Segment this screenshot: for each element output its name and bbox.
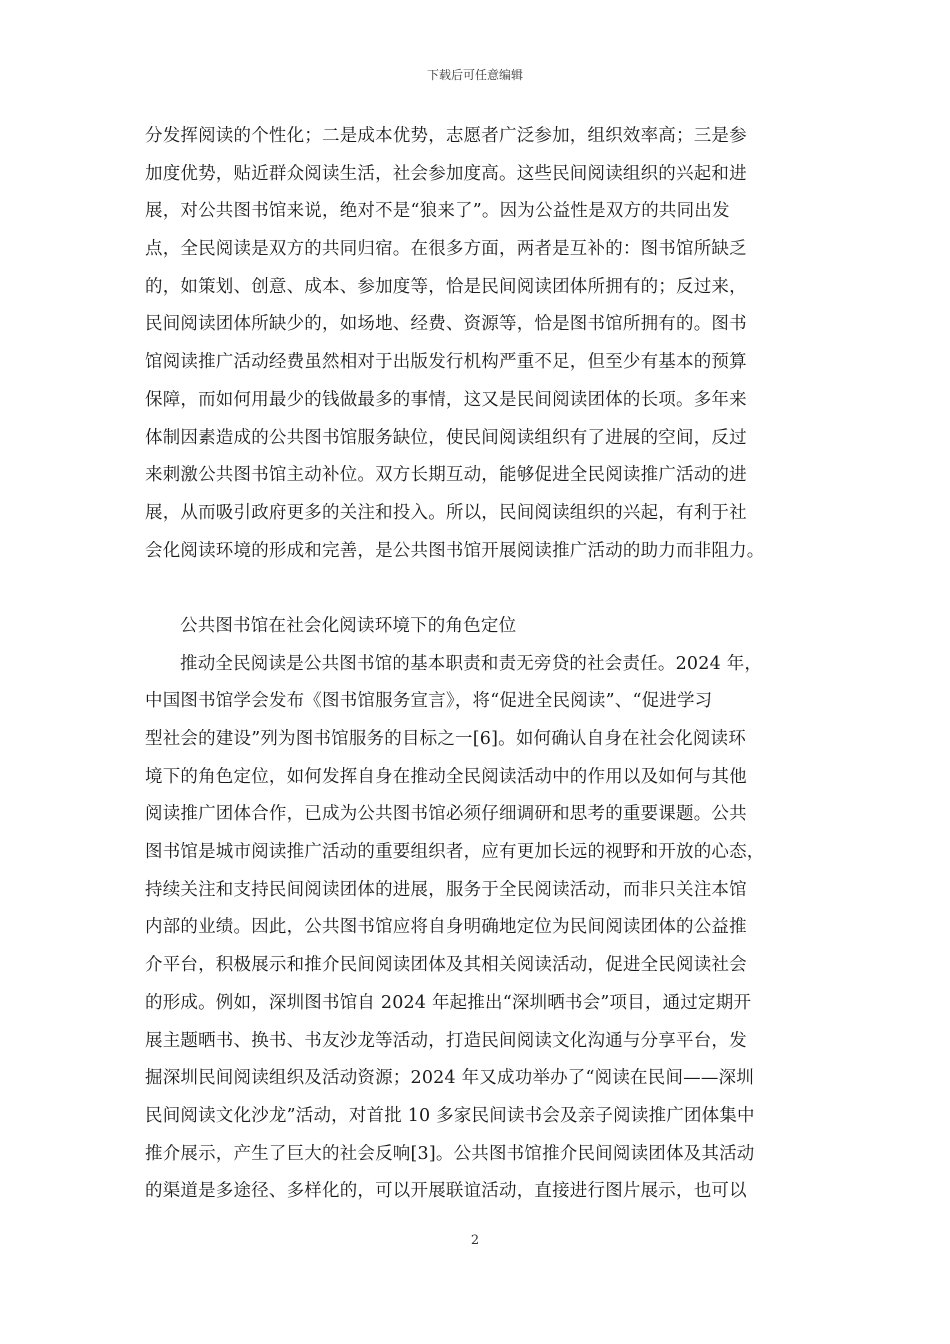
text-line: 民间阅读文化沙龙”活动，对首批 10 多家民间读书会及亲子阅读推广团体集中 bbox=[145, 1105, 755, 1126]
text-line: 的形成。例如，深圳图书馆自 2024 年起推出“深圳晒书会”项目，通过定期开 bbox=[145, 992, 752, 1013]
text-line: 展，对公共图书馆来说，绝对不是“狼来了”。因为公益性是双方的共同出发 bbox=[145, 201, 730, 222]
section-heading: 公共图书馆在社会化阅读环境下的角色定位 bbox=[180, 615, 517, 636]
page-number: 2 bbox=[470, 1233, 480, 1248]
text-line: 的渠道是多途径、多样化的，可以开展联谊活动，直接进行图片展示，也可以 bbox=[145, 1181, 747, 1202]
text-line: 型社会的建设”列为图书馆服务的目标之一[6]。如何确认自身在社会化阅读环 bbox=[145, 729, 746, 749]
paragraph-2 bbox=[145, 646, 810, 1211]
text-line: 加度优势，贴近群众阅读生活，社会参加度高。这些民间阅读组织的兴起和进 bbox=[145, 163, 747, 184]
text-line: 来刺激公共图书馆主动补位。双方长期互动，能够促进全民阅读推广活动的进 bbox=[145, 465, 747, 486]
text-line: 境下的角色定位，如何发挥自身在推动全民阅读活动中的作用以及如何与其他 bbox=[145, 766, 747, 787]
text-line: 图书馆是城市阅读推广活动的重要组织者，应有更加长远的视野和开放的心态， bbox=[145, 842, 765, 863]
page-header: 下载后可任意编辑 bbox=[426, 68, 523, 82]
text-line: 中国图书馆学会发布《图书馆服务宣言》，将“促进全民阅读”、“促进学习 bbox=[145, 691, 713, 712]
text-line: 体制因素造成的公共图书馆服务缺位，使民间阅读组织有了进展的空间，反过 bbox=[145, 427, 747, 448]
text-line: 推动全民阅读是公共图书馆的基本职责和责无旁贷的社会责任。2024 年， bbox=[180, 653, 763, 674]
text-line: 推介展示，产生了巨大的社会反响[3]。公共图书馆推介民间阅读团体及其活动 bbox=[145, 1143, 755, 1164]
text-line: 阅读推广团体合作，已成为公共图书馆必须仔细调研和思考的重要课题。公共 bbox=[145, 804, 747, 825]
text-line: 介平台，积极展示和推介民间阅读团体及其相关阅读活动，促进全民阅读社会 bbox=[145, 955, 747, 976]
document-body bbox=[145, 118, 810, 1211]
paragraph-1 bbox=[145, 118, 810, 570]
text-line: 展，从而吸引政府更多的关注和投入。所以，民间阅读组织的兴起，有利于社 bbox=[145, 502, 747, 523]
text-line: 民间阅读团体所缺少的，如场地、经费、资源等，恰是图书馆所拥有的。图书 bbox=[145, 314, 747, 335]
text-line: 展主题晒书、换书、书友沙龙等活动，打造民间阅读文化沟通与分享平台，发 bbox=[145, 1030, 747, 1051]
text-line: 的，如策划、创意、成本、参加度等，恰是民间阅读团体所拥有的；反过来， bbox=[145, 276, 747, 297]
text-line: 分发挥阅读的个性化；二是成本优势，志愿者广泛参加，组织效率高；三是参 bbox=[145, 126, 747, 146]
text-line: 馆阅读推广活动经费虽然相对于出版发行机构严重不足，但至少有基本的预算 bbox=[145, 352, 747, 373]
text-line: 内部的业绩。因此，公共图书馆应将自身明确地定位为民间阅读团体的公益推 bbox=[145, 917, 747, 938]
text-line: 会化阅读环境的形成和完善，是公共图书馆开展阅读推广活动的助力而非阻力。 bbox=[145, 540, 765, 561]
text-line: 持续关注和支持民间阅读团体的进展，服务于全民阅读活动，而非只关注本馆 bbox=[145, 879, 747, 900]
text-line: 保障，而如何用最少的钱做最多的事情，这又是民间阅读团体的长项。多年来 bbox=[145, 389, 747, 410]
text-line: 点，全民阅读是双方的共同归宿。在很多方面，两者是互补的：图书馆所缺乏 bbox=[145, 239, 747, 260]
paragraph-spacer bbox=[145, 570, 810, 608]
text-line: 掘深圳民间阅读组织及活动资源；2024 年又成功举办了“阅读在民间——深圳 bbox=[145, 1068, 754, 1089]
